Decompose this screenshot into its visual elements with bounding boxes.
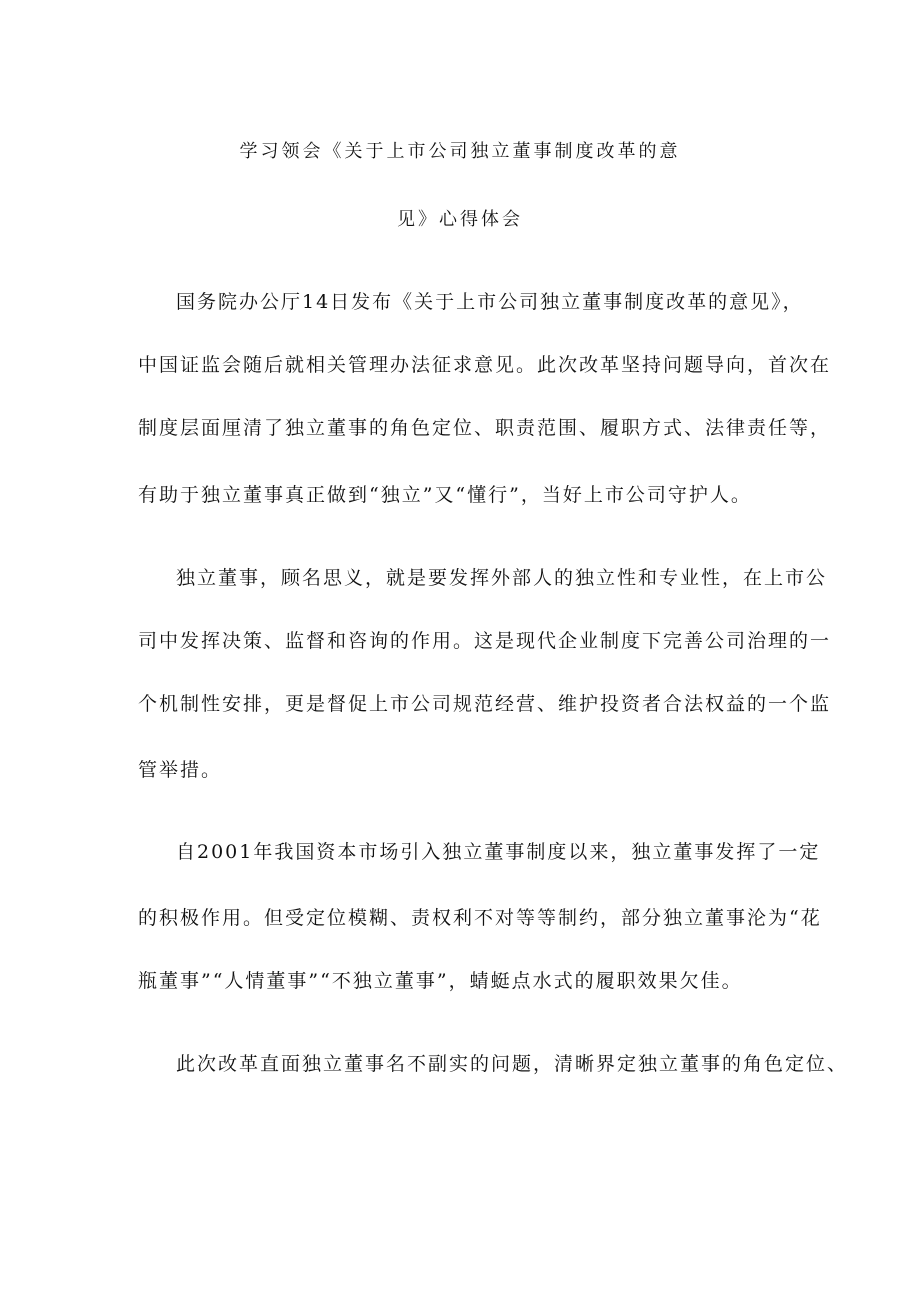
paragraph-2-line-2: 司中发挥决策、监督和咨询的作用。这是现代企业制度下完善公司治理的一 [138, 630, 832, 652]
paragraph-1-line-1: 国务院办公厅14日发布《关于上市公司独立董事制度改革的意见》， [176, 291, 804, 313]
paragraph-3-line-3: 瓶董事”“人情董事”“不独立董事”，蜻蜓点水式的履职效果欠佳。 [138, 970, 743, 992]
paragraph-2-line-4: 管举措。 [138, 759, 223, 781]
paragraph-1-line-4: 有助于独立董事真正做到“独立”又“懂行”，当好上市公司守护人。 [138, 484, 752, 506]
paragraph-4-line-1: 此次改革直面独立董事名不副实的问题，清晰界定独立董事的角色定位、 [176, 1053, 849, 1075]
paragraph-3-line-1: 自2001年我国资本市场引入独立董事制度以来，独立董事发挥了一定 [176, 841, 821, 863]
paragraph-1-line-3: 制度层面厘清了独立董事的角色定位、职责范围、履职方式、法律责任等， [138, 417, 832, 439]
document-title-line-2: 见》心得体会 [397, 209, 523, 230]
paragraph-2-line-3: 个机制性安排，更是督促上市公司规范经营、维护投资者合法权益的一个监 [138, 693, 832, 715]
paragraph-1-line-2: 中国证监会随后就相关管理办法征求意见。此次改革坚持问题导向，首次在 [138, 354, 832, 376]
paragraph-2-line-1: 独立董事，顾名思义，就是要发挥外部人的独立性和专业性，在上市公 [176, 567, 828, 589]
document-title-line-1: 学习领会《关于上市公司独立董事制度改革的意 [239, 141, 681, 162]
paragraph-3-line-2: 的积极作用。但受定位模糊、责权利不对等等制约，部分独立董事沦为“花 [138, 907, 822, 929]
